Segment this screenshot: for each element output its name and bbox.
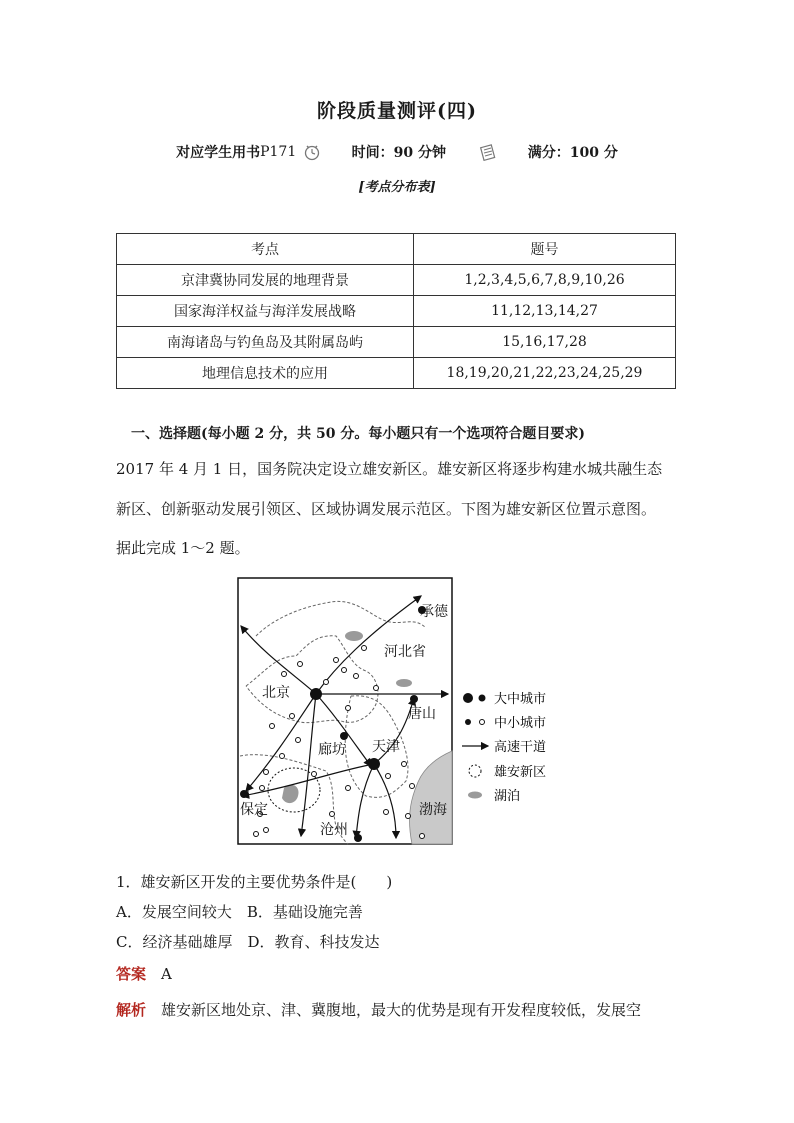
- lake: [396, 679, 412, 687]
- table-cell-topic: 南海诸岛与钓鱼岛及其附属岛屿: [117, 327, 414, 358]
- city-langfang: [340, 732, 348, 740]
- label-baoding: 保定: [240, 803, 268, 818]
- meta-line: [0, 142, 794, 162]
- label-chengde: 承德: [420, 605, 448, 620]
- question-1-stem: 1．雄安新区开发的主要优势条件是( ): [116, 873, 393, 891]
- label-langfang: 廊坊: [318, 743, 346, 758]
- legend-small-city: 中小城市: [494, 715, 547, 730]
- table-header-row: [117, 234, 676, 265]
- label-cangzhou: 沧州: [320, 823, 348, 838]
- analysis-text: 雄安新区地处京、津、冀腹地，最大的优势是现有开发程度较低，发展空: [161, 1001, 642, 1019]
- city-tianjin: [368, 758, 380, 770]
- table-row: [117, 358, 676, 389]
- map-legend: [462, 691, 546, 803]
- topic-distribution-heading: [考点分布表]: [358, 180, 436, 195]
- intro-line-2: 新区、创新驱动发展引领区、区域协调发展示范区。下图为雄安新区位置示意图。: [116, 500, 657, 518]
- table-cell-questions: 18,19,20,21,22,23,24,25,29: [414, 358, 676, 389]
- reference-label: 对应学生用书: [176, 145, 261, 161]
- section-heading: 一、选择题(每小题 2 分，共 50 分。每小题只有一个选项符合题目要求): [131, 426, 585, 442]
- legend-lake: 湖泊: [494, 788, 521, 803]
- answer-value: A: [161, 965, 172, 983]
- table-header-topic: 考点: [117, 234, 414, 265]
- table-row: [117, 327, 676, 358]
- table-header-questions: 题号: [414, 234, 676, 265]
- label-beijing: 北京: [262, 686, 290, 701]
- table-row: [117, 265, 676, 296]
- table-cell-topic: 地理信息技术的应用: [117, 358, 414, 389]
- legend-highway: 高速干道: [494, 739, 547, 754]
- city-cangzhou: [354, 834, 362, 842]
- label-tianjin: 天津: [372, 740, 400, 755]
- paper-icon: [479, 143, 497, 161]
- time-limit: 时间：90 分钟: [351, 145, 446, 161]
- table-cell-questions: 15,16,17,28: [414, 327, 676, 358]
- label-bohai: 渤海: [419, 803, 447, 818]
- label-hebei: 河北省: [384, 645, 426, 660]
- table-row: [117, 296, 676, 327]
- topic-table: [116, 233, 676, 389]
- city-beijing: [310, 688, 322, 700]
- label-tangshan: 唐山: [408, 707, 436, 722]
- analysis-label: 解析: [116, 1001, 147, 1019]
- page-title: 阶段质量测评(四): [317, 100, 477, 122]
- full-score: 满分：100 分: [527, 145, 618, 161]
- answer-label: 答案: [116, 965, 147, 983]
- table-cell-questions: 1,2,3,4,5,6,7,8,9,10,26: [414, 265, 676, 296]
- city-tangshan: [410, 695, 418, 703]
- table-cell-topic: 京津冀协同发展的地理背景: [117, 265, 414, 296]
- question-1-answer: [116, 963, 172, 984]
- lake: [345, 631, 363, 641]
- question-1-options-ab: A．发展空间较大 B．基础设施完善: [116, 903, 363, 921]
- xiongan-location-map: [236, 576, 566, 846]
- city-baoding: [240, 790, 248, 798]
- intro-line-1: 2017 年 4 月 1 日，国务院决定设立雄安新区。雄安新区将逐步构建水城共融生态: [116, 460, 663, 478]
- question-1-options-cd: C．经济基础雄厚 D．教育、科技发达: [116, 933, 380, 951]
- table-cell-topic: 国家海洋权益与海洋发展战略: [117, 296, 414, 327]
- clock-icon: [303, 143, 321, 161]
- question-1-analysis: [116, 999, 696, 1020]
- legend-big-city: 大中城市: [494, 691, 547, 706]
- reference-page: P171: [260, 144, 297, 160]
- legend-xiongan: 雄安新区: [494, 764, 547, 779]
- table-cell-questions: 11,12,13,14,27: [414, 296, 676, 327]
- intro-line-3: 据此完成 1～2 题。: [116, 539, 250, 557]
